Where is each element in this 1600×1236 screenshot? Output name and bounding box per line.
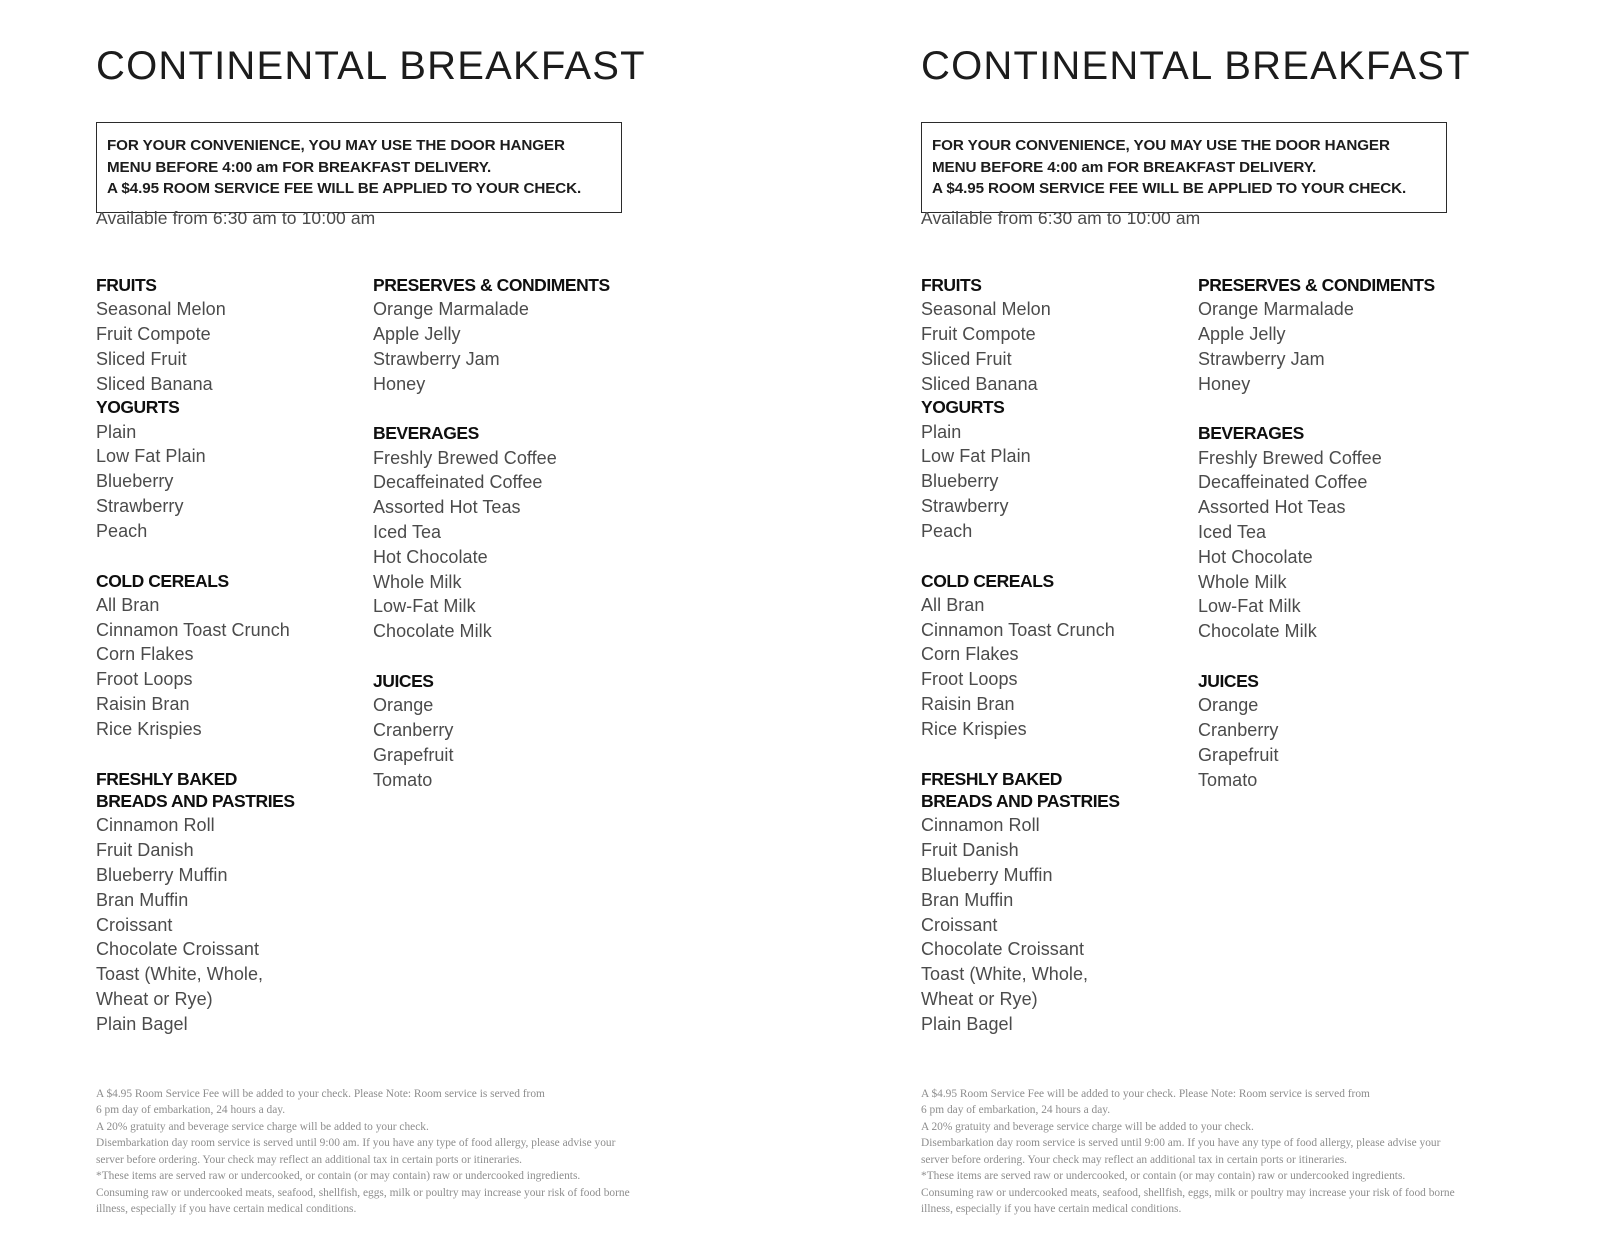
- list-item: Raisin Bran: [921, 694, 1015, 715]
- list-item: Peach: [921, 520, 973, 541]
- footnote-line: Consuming raw or undercooked meats, seafood, shellfish, eggs, milk or poultry may increase your risk of food borne: [96, 1186, 630, 1199]
- footnote-line: 6 pm day of embarkation, 24 hours a day.: [96, 1104, 286, 1117]
- footnote-line: illness, especially if you have certain medical conditions.: [921, 1202, 1182, 1215]
- list-item: Corn Flakes: [96, 644, 194, 665]
- list-item: Fruit Danish: [96, 840, 194, 861]
- list-item: Low Fat Plain: [921, 446, 1031, 467]
- list-item: Cinnamon Roll: [921, 815, 1040, 836]
- footnote-line: A $4.95 Room Service Fee will be added to your check. Please Note: Room service is served from: [921, 1088, 1370, 1100]
- list-item: Seasonal Melon: [921, 299, 1051, 320]
- section-heading-preserves-condiments: PRESERVES & CONDIMENTS: [1198, 275, 1435, 295]
- section-heading-beverages: BEVERAGES: [1198, 423, 1304, 444]
- list-item: Corn Flakes: [921, 644, 1019, 665]
- section-spacer: [373, 396, 673, 422]
- section-heading-preserves-condiments: PRESERVES & CONDIMENTS: [373, 275, 610, 295]
- list-item: Plain Bagel: [96, 1013, 188, 1034]
- list-item: Honey: [1198, 373, 1251, 394]
- list-item: Iced Tea: [1198, 521, 1267, 542]
- section-heading-freshly-baked: FRESHLY BAKED: [96, 768, 237, 789]
- section-spacer: [1198, 644, 1498, 670]
- section-heading-freshly-baked: FRESHLY BAKED: [921, 768, 1062, 789]
- menu-page-right: [800, 0, 1600, 1236]
- section-heading-cold-cereals: COLD CEREALS: [96, 570, 229, 591]
- section-cold-cereals: [921, 570, 1191, 742]
- footnote-line: illness, especially if you have certain medical conditions.: [96, 1202, 357, 1215]
- footnotes: [96, 1086, 656, 1217]
- list-item: Apple Jelly: [1198, 323, 1286, 344]
- section-spacer: [96, 742, 366, 768]
- list-item: Assorted Hot Teas: [373, 497, 521, 518]
- list-item: Whole Milk: [1198, 571, 1287, 592]
- availability-text: Available from 6:30 am to 10:00 am: [921, 208, 1201, 228]
- section-heading-cold-cereals: COLD CEREALS: [921, 570, 1054, 591]
- list-item: Whole Milk: [373, 571, 462, 592]
- footnote-line: *These items are served raw or undercooked, or contain (or may contain) raw or undercooked ingredients.: [96, 1170, 581, 1183]
- list-item: Blueberry Muffin: [96, 864, 228, 885]
- section-fruits: [921, 274, 1191, 396]
- list-item: Apple Jelly: [373, 323, 461, 344]
- notice-line-1: FOR YOUR CONVENIENCE, YOU MAY USE THE DOOR HANGER: [932, 137, 1390, 154]
- section-beverages: [373, 422, 673, 644]
- footnotes: [921, 1086, 1481, 1217]
- list-item: Orange Marmalade: [373, 299, 529, 320]
- list-item: Tomato: [373, 769, 433, 790]
- section-freshly-baked: [96, 768, 366, 1037]
- list-item: Sliced Banana: [921, 373, 1038, 394]
- section-heading-fruits: FRUITS: [921, 275, 982, 295]
- list-item: Rice Krispies: [921, 718, 1027, 739]
- footnote-line: Disembarkation day room service is served until 9:00 am. If you have any type of food allergy, please advise your: [96, 1137, 616, 1150]
- section-spacer: [921, 742, 1191, 768]
- footnote-line: *These items are served raw or undercooked, or contain (or may contain) raw or undercooked ingredients.: [921, 1170, 1406, 1183]
- delivery-notice-box: [96, 122, 622, 213]
- list-item: Low-Fat Milk: [373, 596, 476, 617]
- notice-line-2: MENU BEFORE 4:00 am FOR BREAKFAST DELIVERY.: [932, 158, 1317, 176]
- section-juices: [1198, 670, 1498, 792]
- list-item: Fruit Danish: [921, 840, 1019, 861]
- footnote-line: A $4.95 Room Service Fee will be added to your check. Please Note: Room service is served from: [96, 1088, 545, 1100]
- list-item: Assorted Hot Teas: [1198, 497, 1346, 518]
- menu-column-right: [1198, 274, 1498, 793]
- list-item: Hot Chocolate: [1198, 546, 1313, 567]
- list-item: Peach: [96, 520, 148, 541]
- list-item: Cinnamon Toast Crunch: [921, 619, 1115, 640]
- list-item: Grapefruit: [1198, 744, 1279, 765]
- list-item: Grapefruit: [373, 744, 454, 765]
- menu-column-left: [921, 274, 1191, 1037]
- list-item: Freshly Brewed Coffee: [373, 447, 557, 468]
- list-item: Orange: [1198, 695, 1259, 716]
- section-beverages: [1198, 422, 1498, 644]
- list-item: Honey: [373, 373, 426, 394]
- section-heading-yogurts: YOGURTS: [96, 397, 180, 418]
- section-yogurts: [921, 396, 1191, 543]
- menu-column-left: [96, 274, 366, 1037]
- list-item: Sliced Fruit: [921, 348, 1012, 369]
- page-title: CONTINENTAL BREAKFAST: [921, 44, 1471, 88]
- list-item: Strawberry: [96, 495, 184, 516]
- list-item: Cinnamon Roll: [96, 815, 215, 836]
- section-heading-juices: JUICES: [373, 671, 434, 692]
- notice-line-1: FOR YOUR CONVENIENCE, YOU MAY USE THE DOOR HANGER: [107, 137, 565, 154]
- section-spacer: [373, 644, 673, 670]
- list-item: Cranberry: [373, 720, 454, 741]
- list-item: Croissant: [921, 914, 998, 935]
- notice-line-3: A $4.95 ROOM SERVICE FEE WILL BE APPLIED TO YOUR CHECK.: [107, 180, 582, 198]
- list-item: Croissant: [96, 914, 173, 935]
- list-item: Blueberry Muffin: [921, 864, 1053, 885]
- list-item: Wheat or Rye): [96, 989, 213, 1009]
- notice-line-2: MENU BEFORE 4:00 am FOR BREAKFAST DELIVERY.: [107, 158, 492, 176]
- list-item: Tomato: [1198, 769, 1258, 790]
- footnote-line: server before ordering. Your check may reflect an additional tax in certain ports or itineraries.: [96, 1153, 523, 1166]
- list-item: Low-Fat Milk: [1198, 596, 1301, 617]
- section-fruits: [96, 274, 366, 396]
- list-item: Raisin Bran: [96, 694, 190, 715]
- section-spacer: [1198, 396, 1498, 422]
- list-item: Bran Muffin: [96, 889, 189, 910]
- section-preserves-condiments: [373, 274, 673, 396]
- list-item: Blueberry: [921, 471, 999, 492]
- section-juices: [373, 670, 673, 792]
- section-spacer: [921, 544, 1191, 570]
- list-item: Freshly Brewed Coffee: [1198, 447, 1382, 468]
- list-item: Rice Krispies: [96, 718, 202, 739]
- section-cold-cereals: [96, 570, 366, 742]
- list-item: Iced Tea: [373, 521, 442, 542]
- delivery-notice-box: [921, 122, 1447, 213]
- list-item: Seasonal Melon: [96, 299, 226, 320]
- list-item: Strawberry Jam: [373, 348, 500, 369]
- list-item: All Bran: [921, 594, 985, 615]
- list-item: Froot Loops: [921, 669, 1018, 690]
- footnote-line: Disembarkation day room service is served until 9:00 am. If you have any type of food allergy, please advise your: [921, 1137, 1441, 1150]
- list-item: Toast (White, Whole,: [96, 964, 264, 985]
- list-item: Chocolate Milk: [373, 621, 492, 642]
- section-preserves-condiments: [1198, 274, 1498, 396]
- section-heading-yogurts: YOGURTS: [921, 397, 1005, 418]
- list-item: Strawberry: [921, 495, 1009, 516]
- list-item: Orange: [373, 695, 434, 716]
- list-item: Bran Muffin: [921, 889, 1014, 910]
- footnote-line: server before ordering. Your check may reflect an additional tax in certain ports or itineraries.: [921, 1153, 1348, 1166]
- list-item: Chocolate Croissant: [96, 939, 260, 960]
- list-item: All Bran: [96, 594, 160, 615]
- list-item: Plain: [96, 421, 137, 442]
- list-item: Cinnamon Toast Crunch: [96, 619, 290, 640]
- section-freshly-baked: [921, 768, 1191, 1037]
- list-item: Decaffeinated Coffee: [373, 472, 543, 493]
- list-item: Sliced Banana: [96, 373, 213, 394]
- footnote-line: Consuming raw or undercooked meats, seafood, shellfish, eggs, milk or poultry may increase your risk of food borne: [921, 1186, 1455, 1199]
- list-item: Cranberry: [1198, 720, 1279, 741]
- section-yogurts: [96, 396, 366, 543]
- section-heading-juices: JUICES: [1198, 671, 1259, 692]
- list-item: Fruit Compote: [96, 323, 211, 344]
- list-item: Orange Marmalade: [1198, 299, 1354, 320]
- list-item: Wheat or Rye): [921, 989, 1038, 1009]
- list-item: Froot Loops: [96, 669, 193, 690]
- footnote-line: 6 pm day of embarkation, 24 hours a day.: [921, 1104, 1111, 1117]
- list-item: Chocolate Croissant: [921, 939, 1085, 960]
- notice-line-3: A $4.95 ROOM SERVICE FEE WILL BE APPLIED TO YOUR CHECK.: [932, 180, 1407, 198]
- list-item: Toast (White, Whole,: [921, 964, 1089, 985]
- section-heading-beverages: BEVERAGES: [373, 423, 479, 444]
- menu-column-right: [373, 274, 673, 793]
- section-heading-breads-pastries: BREADS AND PASTRIES: [921, 791, 1120, 812]
- section-heading-fruits: FRUITS: [96, 275, 157, 295]
- list-item: Chocolate Milk: [1198, 621, 1317, 642]
- availability-text: Available from 6:30 am to 10:00 am: [96, 208, 376, 228]
- list-item: Fruit Compote: [921, 323, 1036, 344]
- list-item: Plain: [921, 421, 962, 442]
- list-item: Low Fat Plain: [96, 446, 206, 467]
- list-item: Strawberry Jam: [1198, 348, 1325, 369]
- section-spacer: [96, 544, 366, 570]
- footnote-line: A 20% gratuity and beverage service charge will be added to your check.: [921, 1120, 1254, 1133]
- footnote-line: A 20% gratuity and beverage service charge will be added to your check.: [96, 1120, 429, 1133]
- list-item: Sliced Fruit: [96, 348, 187, 369]
- section-heading-breads-pastries: BREADS AND PASTRIES: [96, 791, 295, 812]
- list-item: Hot Chocolate: [373, 546, 488, 567]
- list-item: Plain Bagel: [921, 1013, 1013, 1034]
- page-title: CONTINENTAL BREAKFAST: [96, 44, 646, 88]
- list-item: Decaffeinated Coffee: [1198, 472, 1368, 493]
- list-item: Blueberry: [96, 471, 174, 492]
